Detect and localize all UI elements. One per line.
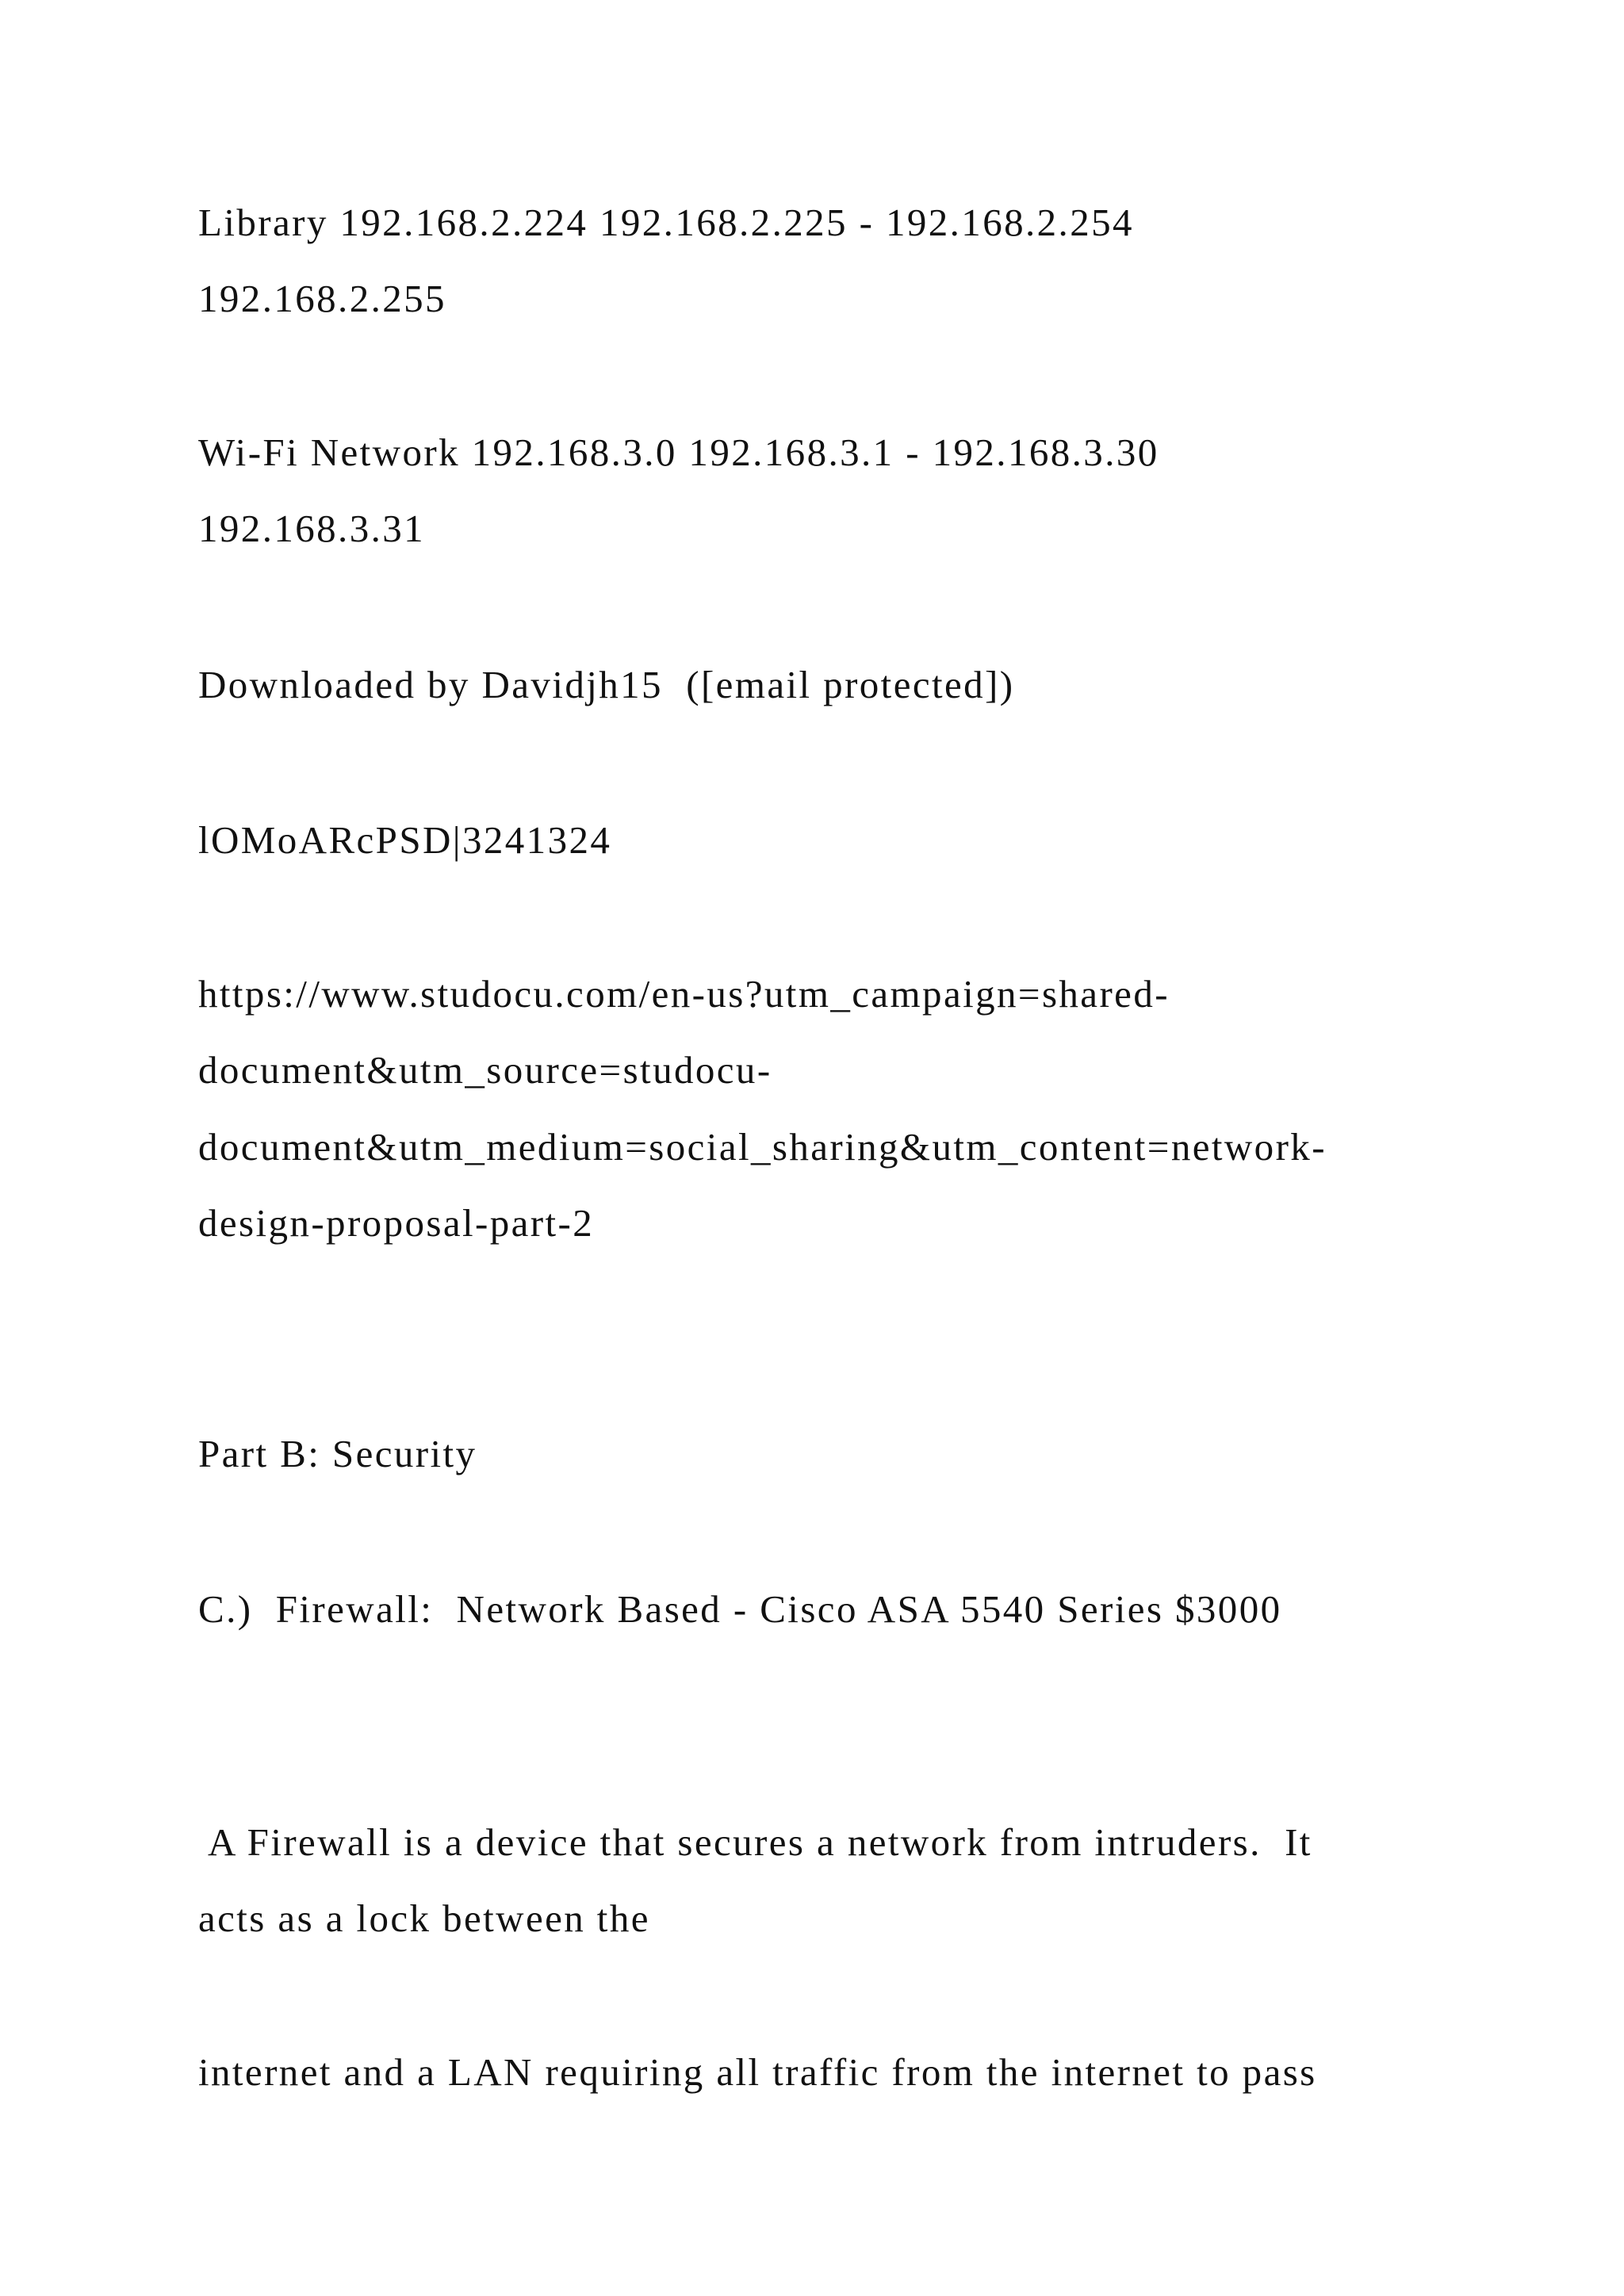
source-url-line-4: design-proposal-part-2: [198, 1201, 595, 1245]
subnet-row-wifi-broadcast: 192.168.3.31: [198, 507, 426, 550]
paragraph-line-3: internet and a LAN requiring all traffic from the internet to pass: [198, 2050, 1317, 2094]
download-notice: Downloaded by Davidjh15 ([email protected]): [198, 663, 1015, 706]
paragraph-line-1: A Firewall is a device that secures a network from intruders. It: [198, 1820, 1312, 1864]
paragraph-line-2: acts as a lock between the: [198, 1896, 650, 1940]
source-url-line-1: https://www.studocu.com/en-us?utm_campaign=shared-: [198, 972, 1170, 1016]
source-url-line-3: document&utm_medium=social_sharing&utm_content=network-: [198, 1125, 1327, 1169]
document-id: lOMoARcPSD|3241324: [198, 818, 612, 862]
subnet-row-wifi: Wi-Fi Network 192.168.3.0 192.168.3.1 - 192.168.3.30: [198, 430, 1159, 474]
source-url-line-2: document&utm_source=studocu-: [198, 1048, 772, 1092]
subnet-row-library: Library 192.168.2.224 192.168.2.225 - 192.168.2.254: [198, 201, 1134, 244]
firewall-heading: C.) Firewall: Network Based - Cisco ASA 5540 Series $3000: [198, 1587, 1282, 1631]
section-heading: Part B: Security: [198, 1432, 477, 1475]
subnet-row-library-broadcast: 192.168.2.255: [198, 277, 446, 320]
